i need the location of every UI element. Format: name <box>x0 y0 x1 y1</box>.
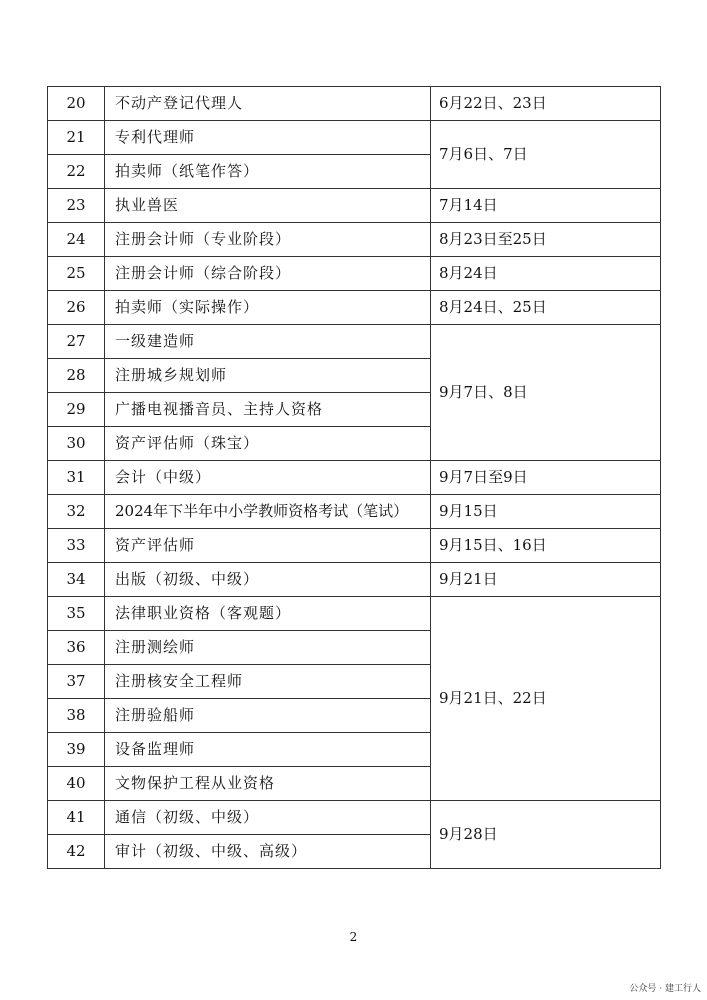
exam-date: 9月21日、22日 <box>431 597 661 801</box>
table-row <box>48 801 661 835</box>
row-number: 29 <box>48 393 105 427</box>
row-number: 25 <box>48 257 105 291</box>
table-row <box>48 223 661 257</box>
exam-name: 文物保护工程从业资格 <box>105 767 431 801</box>
exam-name: 不动产登记代理人 <box>105 87 431 121</box>
exam-name: 出版（初级、中级） <box>105 563 431 597</box>
row-number: 34 <box>48 563 105 597</box>
exam-name: 资产评估师 <box>105 529 431 563</box>
row-number: 41 <box>48 801 105 835</box>
exam-name: 拍卖师（纸笔作答） <box>105 155 431 189</box>
row-number: 39 <box>48 733 105 767</box>
watermark: 公众号 · 建工行人 <box>629 984 701 994</box>
row-number: 30 <box>48 427 105 461</box>
exam-date: 6月22日、23日 <box>431 87 661 121</box>
exam-date: 7月6日、7日 <box>431 121 661 189</box>
table-row <box>48 257 661 291</box>
row-number: 36 <box>48 631 105 665</box>
exam-date: 9月21日 <box>431 563 661 597</box>
page-number: 2 <box>349 930 358 944</box>
table-row <box>48 597 661 631</box>
row-number: 27 <box>48 325 105 359</box>
exam-name: 注册核安全工程师 <box>105 665 431 699</box>
table-row <box>48 495 661 529</box>
exam-date: 7月14日 <box>431 189 661 223</box>
row-number: 35 <box>48 597 105 631</box>
exam-name: 拍卖师（实际操作） <box>105 291 431 325</box>
row-number: 28 <box>48 359 105 393</box>
row-number: 37 <box>48 665 105 699</box>
exam-name: 注册测绘师 <box>105 631 431 665</box>
row-number: 21 <box>48 121 105 155</box>
exam-name: 会计（中级） <box>105 461 431 495</box>
exam-name: 执业兽医 <box>105 189 431 223</box>
exam-date: 8月24日、25日 <box>431 291 661 325</box>
exam-schedule-table <box>47 86 661 869</box>
row-number: 40 <box>48 767 105 801</box>
exam-name: 一级建造师 <box>105 325 431 359</box>
exam-name: 2024年下半年中小学教师资格考试（笔试） <box>105 495 431 529</box>
row-number: 26 <box>48 291 105 325</box>
exam-date: 8月24日 <box>431 257 661 291</box>
exam-name: 注册会计师（综合阶段） <box>105 257 431 291</box>
exam-name: 注册会计师（专业阶段） <box>105 223 431 257</box>
exam-name: 审计（初级、中级、高级） <box>105 835 431 869</box>
table-row <box>48 529 661 563</box>
exam-date: 9月15日、16日 <box>431 529 661 563</box>
exam-date: 9月15日 <box>431 495 661 529</box>
exam-date: 9月7日至9日 <box>431 461 661 495</box>
table-row <box>48 563 661 597</box>
exam-name: 广播电视播音员、主持人资格 <box>105 393 431 427</box>
row-number: 42 <box>48 835 105 869</box>
exam-date: 9月28日 <box>431 801 661 869</box>
table-row <box>48 461 661 495</box>
exam-name: 专利代理师 <box>105 121 431 155</box>
exam-date: 8月23日至25日 <box>431 223 661 257</box>
row-number: 20 <box>48 87 105 121</box>
table-row <box>48 325 661 359</box>
row-number: 24 <box>48 223 105 257</box>
exam-name: 注册验船师 <box>105 699 431 733</box>
exam-name: 通信（初级、中级） <box>105 801 431 835</box>
row-number: 32 <box>48 495 105 529</box>
exam-date: 9月7日、8日 <box>431 325 661 461</box>
table-row <box>48 189 661 223</box>
exam-name: 法律职业资格（客观题） <box>105 597 431 631</box>
table-row <box>48 121 661 155</box>
row-number: 23 <box>48 189 105 223</box>
row-number: 31 <box>48 461 105 495</box>
exam-name: 设备监理师 <box>105 733 431 767</box>
row-number: 22 <box>48 155 105 189</box>
row-number: 38 <box>48 699 105 733</box>
table-row <box>48 291 661 325</box>
exam-name: 注册城乡规划师 <box>105 359 431 393</box>
exam-name: 资产评估师（珠宝） <box>105 427 431 461</box>
row-number: 33 <box>48 529 105 563</box>
table-row <box>48 87 661 121</box>
